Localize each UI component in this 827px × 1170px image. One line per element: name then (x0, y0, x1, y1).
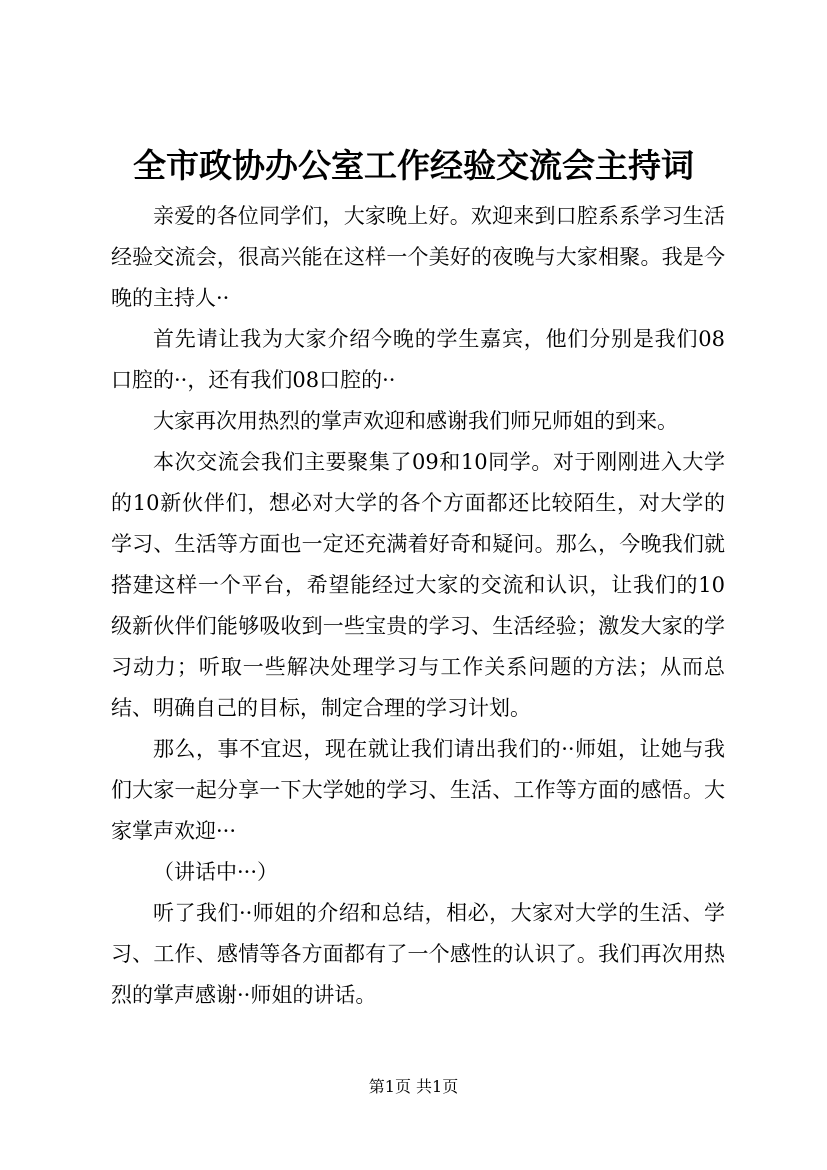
paragraph-thanks: 听了我们··师姐的介绍和总结，相必，大家对大学的生活、学习、工作、感情等各方面都有了一个感性的认识了。我们再次用热烈的掌声感谢··师姐的讲话。 (111, 901, 725, 1007)
document-body (111, 196, 725, 1016)
page-footer: 第1页 共1页 (368, 1077, 459, 1096)
paragraph-purpose: 本次交流会我们主要聚集了09和10同学。对于刚刚进入大学的10新伙伴们，想必对大学的各个方面都还比较陌生，对大学的学习、生活等方面也一定还充满着好奇和疑问。那么，今晚我们就搭建这样一个平台，希望能经过大家的交流和认识，让我们的10级新伙伴们能够吸收到一些宝贵的学习、生活经验；激发大家的学习动力；听取一些解决处理学习与工作关系问题的方法；从而总结、明确自己的目标，制定合理的学习计划。 (111, 450, 725, 720)
paragraph-greeting: 亲爱的各位同学们，大家晚上好。欢迎来到口腔系系学习生活经验交流会，很高兴能在这样一个美好的夜晚与大家相聚。我是今晚的主持人·· (111, 204, 725, 310)
paragraph-guests-intro: 首先请让我为大家介绍今晚的学生嘉宾，他们分别是我们08口腔的··，还有我们08口腔的·· (111, 327, 725, 392)
document-title: 全市政协办公室工作经验交流会主持词 (133, 146, 694, 185)
paragraph-welcome-applause: 大家再次用热烈的掌声欢迎和感谢我们师兄师姐的到来。 (153, 409, 678, 433)
paragraph-speaking-note: （讲话中···） (153, 860, 279, 884)
paragraph-invite-speaker: 那么，事不宜迟，现在就让我们请出我们的··师姐，让她与我们大家一起分享一下大学她的学习、生活、工作等方面的感悟。大家掌声欢迎··· (111, 737, 725, 843)
